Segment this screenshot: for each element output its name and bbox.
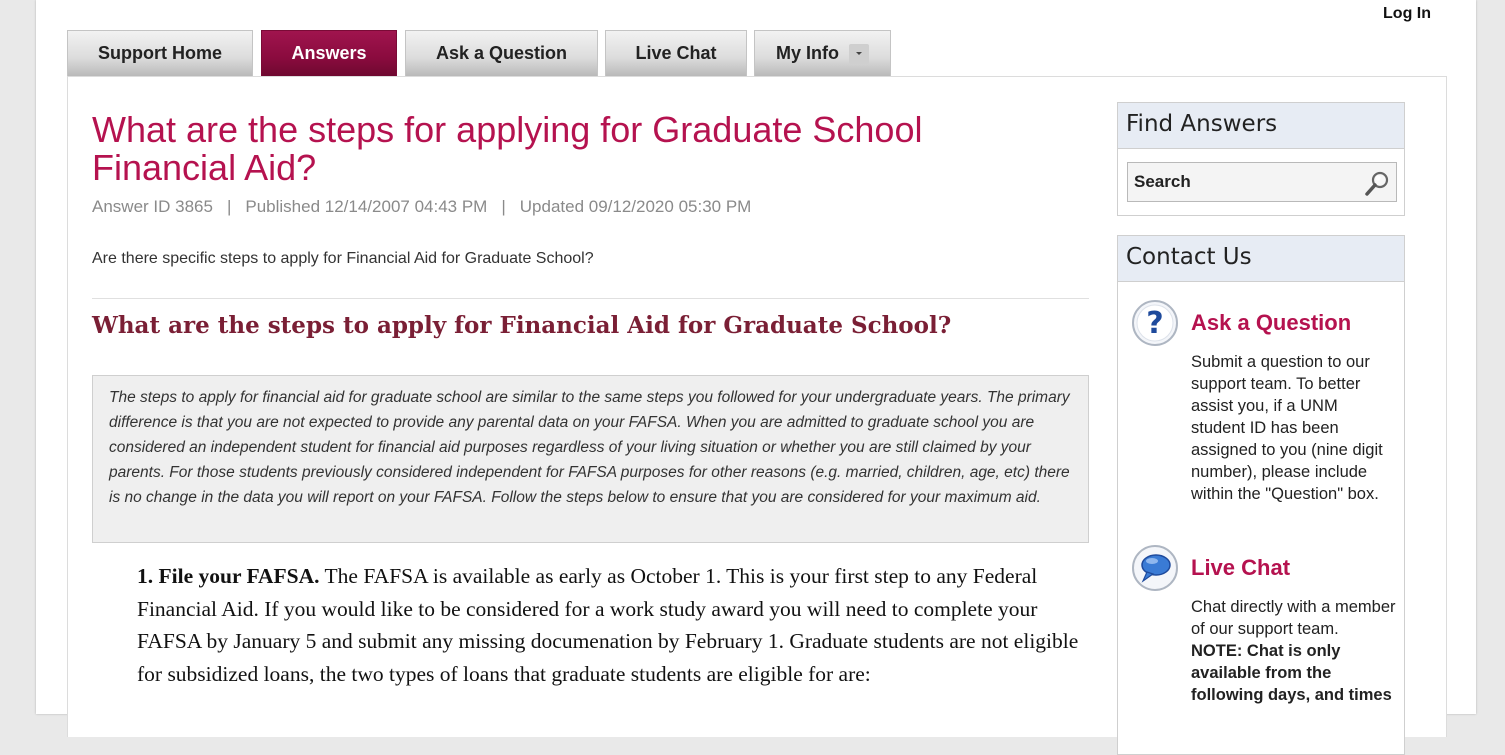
find-answers-heading: Find Answers (1118, 103, 1404, 149)
question-mark-icon[interactable] (1131, 299, 1179, 347)
search-input[interactable] (1128, 171, 1364, 193)
contact-us-heading: Contact Us (1118, 236, 1404, 282)
divider (92, 298, 1089, 299)
ask-a-question-description: Submit a question to our support team. To better assist you, if a UNM student ID has been assigned to you (nine digit number), please include within the "Question" box. (1191, 353, 1383, 503)
chat-bubble-icon[interactable] (1131, 544, 1179, 592)
question-text: Are there specific steps to apply for Financial Aid for Graduate School? (92, 250, 594, 267)
tab-label: Ask a Question (435, 43, 568, 63)
live-chat-note: NOTE: Chat is only available from the following days, and times (1191, 642, 1392, 704)
magnifier-icon[interactable] (1363, 168, 1393, 198)
live-chat-link[interactable]: Live Chat (1191, 555, 1291, 580)
step-1-text: The FAFSA is available as early as October 1. This is your first step to any Federal Financial Aid. If you would like to be considered for a work study award you will need to complete your FAFSA by January 5 and submit any missing documenation by February 1. Graduate students are not eligible for subsidized loans, the two types of loans that graduate students are eligible for are: (137, 564, 1079, 687)
tab-my-info[interactable] (754, 30, 891, 76)
tab-label: Answers (291, 43, 367, 63)
tab-live-chat[interactable] (605, 30, 747, 76)
tab-label: Support Home (98, 43, 222, 63)
svg-text:?: ? (1146, 306, 1164, 341)
login-link[interactable]: Log In (1383, 5, 1431, 22)
tab-label: Live Chat (635, 43, 717, 63)
published-date: Published 12/14/2007 04:43 PM (245, 197, 488, 216)
search-box (1127, 162, 1397, 202)
tab-answers[interactable] (261, 30, 397, 76)
step-1 (137, 560, 1087, 691)
info-note: The steps to apply for financial aid for graduate school are similar to the same steps you followed for your undergraduate years. The primary difference is that you are not expected to provide any parental data on your FAFSA. When you are admitted to graduate school you are considered an independent student for financial aid purposes regardless of your living situation or whether you are still claimed by your parents. For those students previously considered independent for FAFSA purposes for other reasons (e.g. married, children, age, etc) there is no change in the data you will report on your FAFSA. Follow the steps below to ensure that you are considered for your maximum aid. (92, 375, 1089, 543)
updated-date: Updated 09/12/2020 05:30 PM (519, 197, 752, 216)
tab-ask-a-question[interactable] (405, 30, 598, 76)
content-area (67, 76, 1447, 737)
chevron-down-icon[interactable] (849, 44, 869, 64)
tab-label: My Info (776, 43, 839, 63)
meta-separator: | (501, 197, 506, 216)
meta-separator: | (226, 197, 232, 216)
live-chat-description (1191, 596, 1396, 706)
answer-meta (92, 197, 751, 217)
find-answers-panel (1117, 102, 1405, 216)
ask-a-question-link[interactable]: Ask a Question (1191, 310, 1352, 335)
live-chat-text: Chat directly with a member of our support team. (1191, 598, 1396, 638)
step-1-lead: 1. File your FAFSA. (137, 564, 320, 588)
tab-support-home[interactable] (67, 30, 253, 76)
page (36, 0, 1476, 714)
answer-subheading: What are the steps to apply for Financial Aid for Graduate School? (92, 312, 952, 339)
answer-id: Answer ID 3865 (92, 197, 213, 216)
contact-us-panel (1117, 235, 1405, 755)
page-title: What are the steps for applying for Graduate School Financial Aid? (92, 109, 923, 188)
